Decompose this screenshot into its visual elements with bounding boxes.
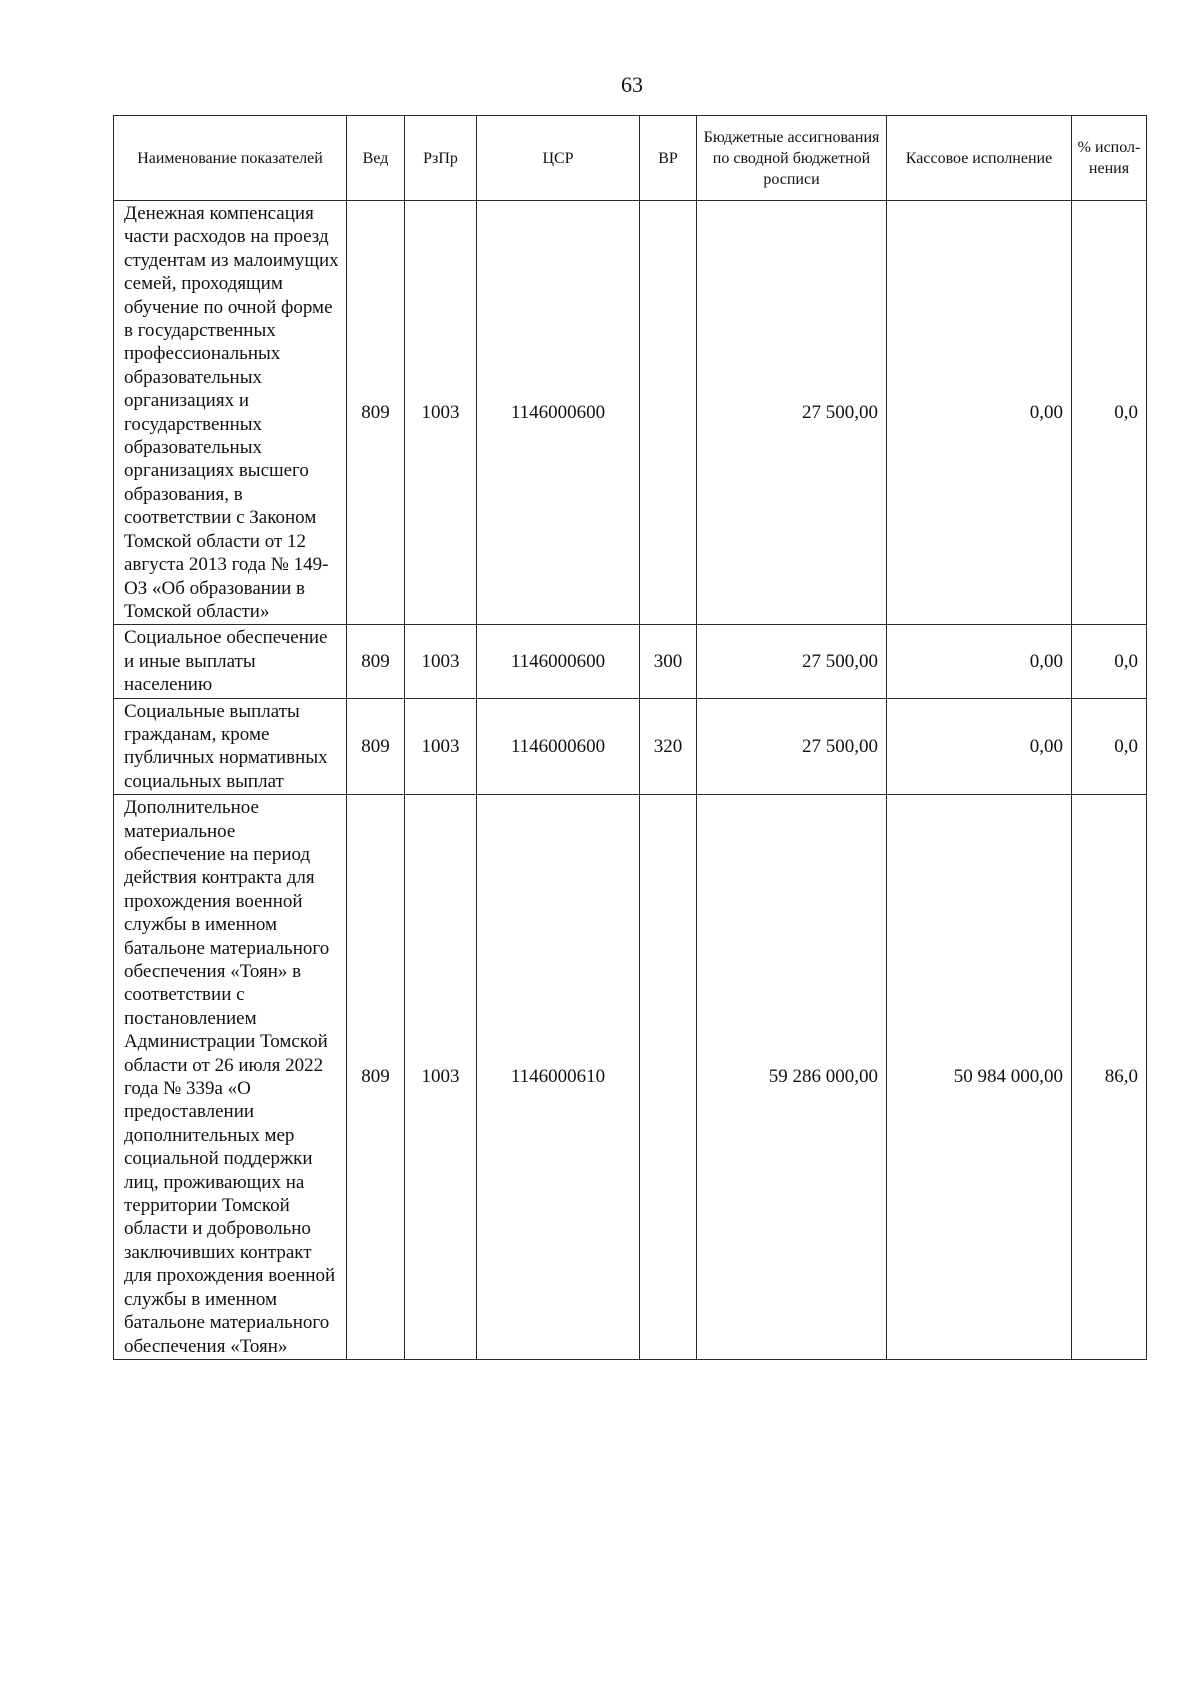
row-percent: 86,0 (1072, 795, 1147, 1360)
row-ved: 809 (347, 625, 405, 698)
row-csr: 1146000600 (477, 201, 640, 625)
header-budget: Бюджетные ассигнования по сводной бюджетной росписи (697, 116, 887, 201)
table-row (114, 795, 1147, 1360)
row-rzpr: 1003 (405, 795, 477, 1360)
row-cash: 0,00 (887, 698, 1072, 795)
page-number: 63 (621, 72, 643, 97)
header-percent: % испол-нения (1072, 116, 1147, 201)
header-ved: Вед (347, 116, 405, 201)
table-row (114, 625, 1147, 698)
row-vr: 320 (640, 698, 697, 795)
row-csr: 1146000600 (477, 625, 640, 698)
row-name: Дополнительное материальное обеспечение на период действия контракта для прохождения военной службы в именном батальоне материального обеспечения «Тоян» в соответствии с постановлением Администрации Томской области от 26 июля 2022 года № 339а «О предоставлении дополнительных мер социальной поддержки лиц, проживающих на территории Томской области и добровольно заключивших контракт для прохождения военной службы в именном батальоне материального обеспечения «Тоян» (114, 795, 347, 1360)
row-budget: 59 286 000,00 (697, 795, 887, 1360)
row-percent: 0,0 (1072, 201, 1147, 625)
header-name: Наименование показателей (114, 116, 347, 201)
row-rzpr: 1003 (405, 698, 477, 795)
row-budget: 27 500,00 (697, 625, 887, 698)
row-cash: 50 984 000,00 (887, 795, 1072, 1360)
header-csr: ЦСР (477, 116, 640, 201)
row-budget: 27 500,00 (697, 201, 887, 625)
header-cash: Кассовое исполнение (887, 116, 1072, 201)
header-rzpr: РзПр (405, 116, 477, 201)
row-vr (640, 795, 697, 1360)
row-cash: 0,00 (887, 201, 1072, 625)
row-budget: 27 500,00 (697, 698, 887, 795)
row-cash: 0,00 (887, 625, 1072, 698)
row-rzpr: 1003 (405, 625, 477, 698)
row-name: Социальное обеспечение и иные выплаты населению (114, 625, 347, 698)
row-ved: 809 (347, 698, 405, 795)
row-percent: 0,0 (1072, 698, 1147, 795)
row-vr: 300 (640, 625, 697, 698)
table-header-row (114, 116, 1147, 201)
row-csr: 1146000600 (477, 698, 640, 795)
row-name: Денежная компенсация части расходов на проезд студентам из малоимущих семей, проходящим обучение по очной форме в государственных профессиональных образовательных организациях и государственных образовательных организациях высшего образования, в соответствии с Законом Томской области от 12 августа 2013 года № 149-ОЗ «Об образовании в Томской области» (114, 201, 347, 625)
row-vr (640, 201, 697, 625)
row-ved: 809 (347, 201, 405, 625)
row-name: Социальные выплаты гражданам, кроме публичных нормативных социальных выплат (114, 698, 347, 795)
table-row (114, 201, 1147, 625)
header-vr: ВР (640, 116, 697, 201)
budget-execution-table (113, 115, 1147, 1360)
row-percent: 0,0 (1072, 625, 1147, 698)
row-rzpr: 1003 (405, 201, 477, 625)
table-row (114, 698, 1147, 795)
row-csr: 1146000610 (477, 795, 640, 1360)
row-ved: 809 (347, 795, 405, 1360)
